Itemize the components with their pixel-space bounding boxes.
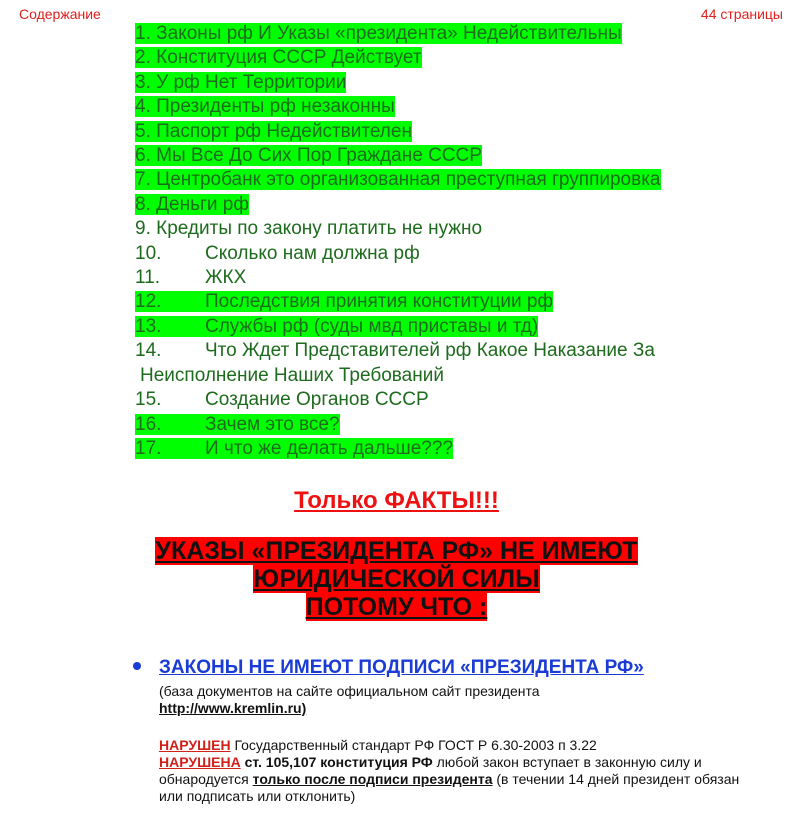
toc-item-number: 14. xyxy=(135,340,162,362)
toc-item-number: 4. xyxy=(135,96,151,118)
toc-item[interactable] xyxy=(135,144,661,168)
toc-item[interactable] xyxy=(135,71,661,95)
toc-item-text: У рф Нет Территории xyxy=(156,71,347,93)
facts-heading: Только ФАКТЫ!!! xyxy=(294,487,499,514)
toc-item[interactable] xyxy=(135,266,661,290)
toc-item-number: 10. xyxy=(135,242,162,264)
toc-item-text: Деньги рф xyxy=(156,193,249,215)
kremlin-url[interactable]: http://www.kremlin.ru) xyxy=(159,700,307,716)
toc-item-content xyxy=(135,121,412,142)
toc-item-number: 17. xyxy=(135,437,162,459)
toc-item-content xyxy=(135,438,453,459)
toc-item-content xyxy=(135,414,340,435)
toc-item[interactable] xyxy=(135,290,661,314)
toc-item-number: 5. xyxy=(135,120,151,142)
banner-line-2: ЮРИДИЧЕСКОЙ СИЛЫ xyxy=(253,565,540,593)
toc-item-text: Мы Все До Сих Пор Граждане СССР xyxy=(156,145,482,167)
toc-item-number: 13. xyxy=(135,315,162,337)
toc-item[interactable] xyxy=(135,120,661,144)
banner-line-3: ПОТОМУ ЧТО : xyxy=(305,593,488,621)
violation-2-word: НАРУШЕНА xyxy=(159,754,241,770)
toc-item-continuation: Неисполнение Наших Требований xyxy=(140,364,444,386)
toc-item-number: 11. xyxy=(135,267,161,289)
toc-item-text: Паспорт рф Недействителен xyxy=(156,120,412,142)
violation-1-text: Государственный стандарт РФ ГОСТ Р 6.30-2003 п 3.22 xyxy=(230,737,597,753)
toc-item-text: Сколько нам должна рф xyxy=(205,242,420,264)
toc-item[interactable] xyxy=(135,95,661,119)
toc-item-number: 15. xyxy=(135,389,162,411)
toc-item-content xyxy=(135,194,249,215)
toc-item-number: 3. xyxy=(135,71,151,93)
toc-item[interactable] xyxy=(135,22,661,46)
contents-link[interactable]: Содержание xyxy=(19,6,101,22)
toc-item-text: Что Ждет Представителей рф Какое Наказание За xyxy=(205,340,655,362)
toc-item-text: Зачем это все? xyxy=(205,413,340,435)
toc-item[interactable] xyxy=(135,217,661,241)
toc-item[interactable] xyxy=(135,437,661,461)
toc-item-content xyxy=(135,243,420,264)
toc-item-text: Создание Органов СССР xyxy=(205,389,429,411)
toc-item[interactable] xyxy=(135,46,661,70)
toc-item-number: 1. xyxy=(135,23,151,44)
laws-no-signature-link[interactable]: ЗАКОНЫ НЕ ИМЕЮТ ПОДПИСИ «ПРЕЗИДЕНТА РФ» xyxy=(159,657,644,678)
toc-item-text: ЖКХ xyxy=(205,267,247,289)
toc-item-text: Службы рф (суды мвд приставы и тд) xyxy=(205,315,539,337)
toc-item-text: Центробанк это организованная преступная группировка xyxy=(156,169,661,191)
toc-item[interactable] xyxy=(135,193,661,217)
toc-item-text: Законы рф И Указы «президента» Недействительны xyxy=(156,23,622,44)
toc-item-content xyxy=(135,218,482,239)
toc-item-content xyxy=(135,340,655,361)
toc-item[interactable] xyxy=(135,339,661,363)
toc-item-number: 8. xyxy=(135,193,151,215)
note-text: (база документов на сайте официальном сайт президента xyxy=(159,683,540,699)
toc-item-number: 9. xyxy=(135,218,151,240)
page-count-label: 44 страницы xyxy=(700,6,783,22)
violation-2-article: ст. 105,107 конституция РФ xyxy=(240,754,433,770)
toc-item-content xyxy=(135,47,422,68)
banner-line-1: УКАЗЫ «ПРЕЗИДЕНТА РФ» НЕ ИМЕЮТ xyxy=(155,537,638,565)
toc-item[interactable] xyxy=(135,413,661,437)
violations-block xyxy=(159,737,759,805)
toc-item-content xyxy=(135,389,429,410)
toc-item[interactable] xyxy=(135,242,661,266)
toc-item[interactable] xyxy=(135,168,661,192)
violation-2-emphasis: только после подписи президента xyxy=(252,771,493,787)
toc-item-content xyxy=(135,169,661,190)
toc-item-number: 12. xyxy=(135,291,162,313)
toc-item-number: 6. xyxy=(135,145,151,167)
toc-item-content xyxy=(135,23,622,44)
violation-2-tail: (в течении 14 дней президент обязан или подписать или отклонить) xyxy=(159,771,740,804)
toc-item-content xyxy=(135,267,246,288)
toc-item-content xyxy=(135,291,553,312)
bullet-dot-icon xyxy=(133,662,141,670)
toc-item-text: И что же делать дальше??? xyxy=(205,437,454,459)
table-of-contents xyxy=(135,22,661,461)
toc-item-number: 16. xyxy=(135,413,162,435)
toc-item-content xyxy=(135,316,538,337)
toc-item-number: 7. xyxy=(135,169,151,191)
toc-item-text: Кредиты по закону платить не нужно xyxy=(156,218,483,240)
violation-2-text: любой закон вступает в законную силу и обнародуется xyxy=(159,754,702,787)
toc-item-text: Конституция СССР Действует xyxy=(156,47,422,69)
toc-item[interactable] xyxy=(135,315,661,339)
toc-item-content xyxy=(135,96,395,117)
toc-item-content xyxy=(135,145,482,166)
bullet-note xyxy=(159,683,540,717)
violation-1-word: НАРУШЕН xyxy=(159,737,231,753)
toc-item-number: 2. xyxy=(135,47,151,69)
toc-item-text: Президенты рф незаконны xyxy=(156,96,395,118)
toc-item-content xyxy=(135,72,346,93)
toc-item-text: Последствия принятия конституции рф xyxy=(205,291,554,313)
decrees-banner xyxy=(0,537,793,621)
toc-item[interactable] xyxy=(135,388,661,412)
